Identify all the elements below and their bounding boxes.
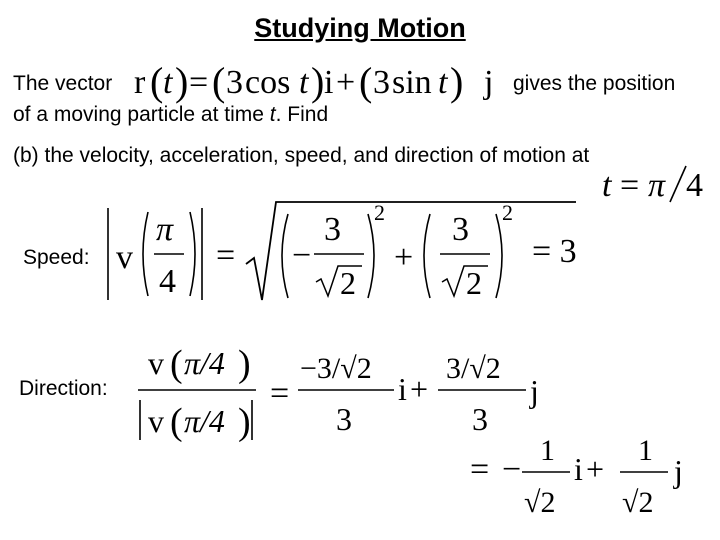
svg-text:cos: cos: [245, 64, 291, 101]
svg-text:): ): [311, 59, 325, 104]
svg-text:π/4: π/4: [184, 345, 225, 381]
svg-text:π: π: [156, 211, 174, 248]
svg-text:3/√2: 3/√2: [446, 352, 501, 385]
svg-text:i: i: [324, 64, 334, 101]
svg-text:3: 3: [324, 211, 341, 248]
svg-text:(: (: [170, 401, 183, 443]
svg-text:v: v: [148, 345, 164, 381]
svg-text:3: 3: [452, 211, 469, 248]
svg-text:π/4: π/4: [184, 403, 225, 439]
speed-label: Speed:: [23, 246, 90, 269]
svg-text:=: =: [470, 451, 490, 488]
svg-text:t: t: [438, 64, 448, 101]
eq-r: r: [134, 64, 146, 101]
svg-text:i: i: [574, 451, 583, 487]
direction-label: Direction:: [19, 377, 108, 400]
intro-prefix: The vector: [13, 72, 113, 95]
svg-text:3: 3: [336, 401, 352, 437]
svg-text:(: (: [212, 59, 226, 104]
svg-text:+: +: [394, 239, 414, 276]
svg-text:3: 3: [472, 401, 488, 437]
svg-text:√2: √2: [524, 486, 556, 519]
svg-text:j: j: [484, 64, 494, 101]
svg-text:=: =: [270, 375, 290, 412]
svg-text:π: π: [648, 167, 666, 204]
svg-text:4: 4: [686, 167, 703, 204]
svg-text:(: (: [359, 59, 373, 104]
svg-text:−: −: [502, 451, 522, 488]
svg-text:1: 1: [638, 434, 653, 467]
speed-equation: [100, 196, 600, 308]
svg-text:): ): [450, 59, 464, 104]
svg-text:−3/√2: −3/√2: [300, 352, 372, 385]
svg-text:2: 2: [374, 200, 385, 225]
svg-text:−: −: [292, 237, 312, 274]
svg-text:2: 2: [502, 200, 513, 225]
svg-text:(: (: [150, 59, 164, 104]
svg-text:j: j: [530, 373, 539, 409]
svg-text:(: (: [170, 343, 183, 385]
svg-text:+: +: [410, 371, 429, 407]
intro-line-2: of a moving particle at time t. Find: [13, 103, 329, 126]
svg-text:t: t: [163, 64, 173, 101]
svg-text:i: i: [398, 371, 407, 407]
intro-suffix: gives the position: [513, 72, 676, 95]
svg-text:=: =: [620, 167, 640, 204]
page-title: Studying Motion: [254, 13, 466, 43]
svg-text:): ): [238, 401, 251, 443]
svg-text:1: 1: [540, 434, 555, 467]
svg-text:√2: √2: [622, 486, 654, 519]
svg-text:v: v: [116, 239, 133, 276]
svg-text:): ): [175, 59, 189, 104]
svg-text:v: v: [148, 403, 164, 439]
svg-text:t: t: [299, 64, 309, 101]
svg-text:4: 4: [159, 263, 176, 300]
svg-text:sin: sin: [392, 64, 432, 101]
svg-text:j: j: [674, 453, 683, 489]
part-b-text: (b) the velocity, acceleration, speed, and direction of motion at: [13, 144, 590, 167]
svg-text:t: t: [602, 167, 612, 204]
position-equation: [132, 58, 504, 104]
svg-text:=: =: [216, 237, 236, 274]
svg-text:2: 2: [466, 265, 482, 301]
direction-equation: [136, 336, 696, 526]
svg-text:2: 2: [340, 265, 356, 301]
svg-text:=: =: [189, 64, 209, 101]
t-value-equation: [598, 160, 708, 208]
speed-result: = 3: [532, 233, 577, 270]
svg-text:): ): [238, 343, 251, 385]
svg-text:3: 3: [226, 64, 243, 101]
svg-text:+: +: [336, 64, 356, 101]
svg-text:3: 3: [373, 64, 390, 101]
svg-text:+: +: [586, 451, 605, 487]
